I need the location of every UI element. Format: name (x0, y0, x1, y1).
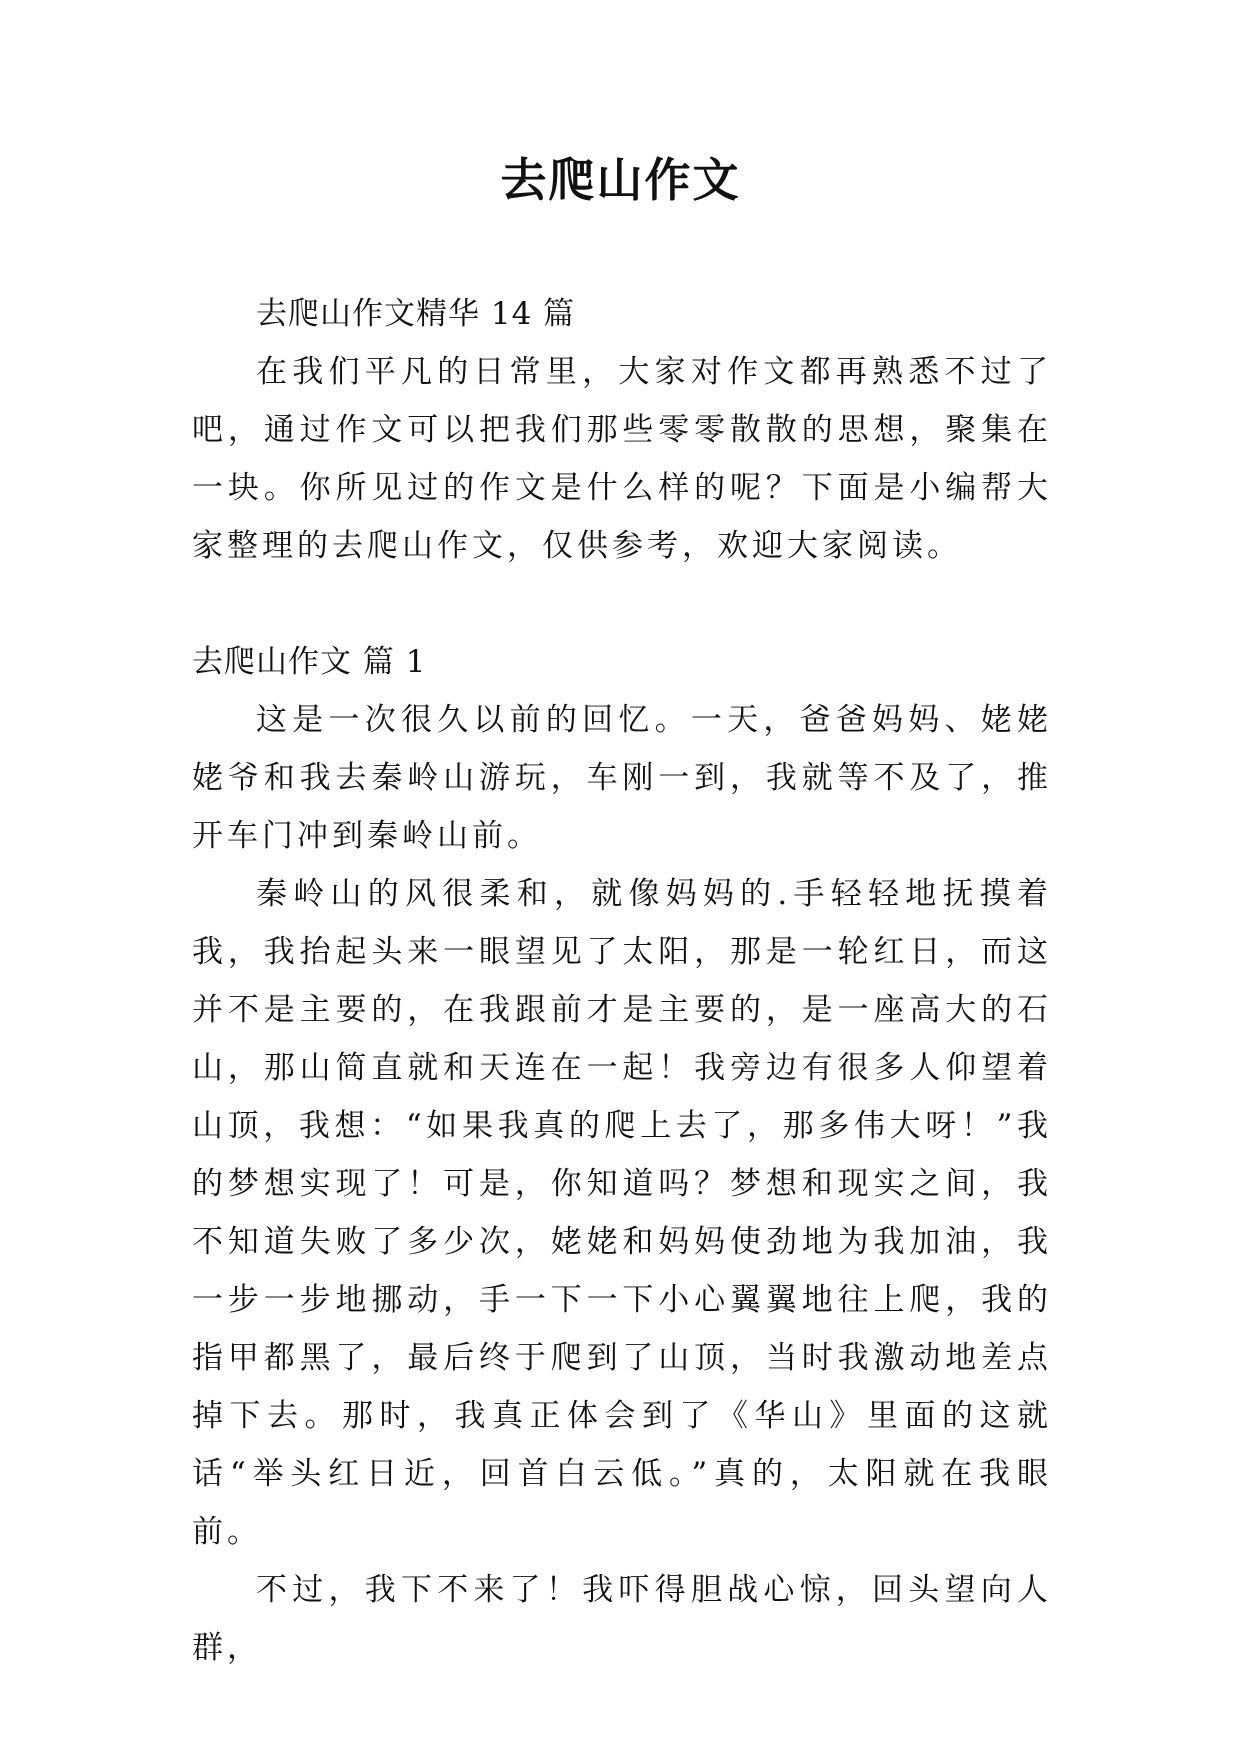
document-body (192, 285, 1052, 1677)
section-heading: 去爬山作文 篇 1 (192, 644, 427, 680)
document-title: 去爬山作文 (500, 153, 741, 207)
body-paragraph: 这是一次很久以前的回忆。一天，爸爸妈妈、姥姥姥爷和我去秦岭山游玩，车刚一到，我就等不及了，推开车门冲到秦岭山前。 (192, 702, 1052, 854)
body-paragraph: 秦岭山的风很柔和，就像妈妈的.手轻轻地抚摸着我，我抬起头来一眼望见了太阳，那是一轮红日，而这并不是主要的，在我跟前才是主要的，是一座高大的石山，那山简直就和天连在一起！我旁边有很多人仰望着山顶，我想：“如果我真的爬上去了，那多伟大呀！”我的梦想实现了！可是，你知道吗？梦想和现实之间，我不知道失败了多少次，姥姥和妈妈使劲地为我加油，我一步一步地挪动，手一下一下小心翼翼地往上爬，我的指甲都黑了，最后终于爬到了山顶，当时我激动地差点掉下去。那时，我真正体会到了《华山》里面的这就话“举头红日近，回首白云低。”真的，太阳就在我眼前。 (192, 876, 1052, 1550)
document-subtitle: 去爬山作文精华 14 篇 (256, 296, 576, 332)
intro-paragraph: 在我们平凡的日常里，大家对作文都再熟悉不过了吧，通过作文可以把我们那些零零散散的思想，聚集在一块。你所见过的作文是什么样的呢？下面是小编帮大家整理的去爬山作文，仅供参考，欢迎大家阅读。 (192, 354, 1052, 564)
body-paragraph: 不过，我下不来了！我吓得胆战心惊，回头望向人群， (192, 1572, 1052, 1666)
